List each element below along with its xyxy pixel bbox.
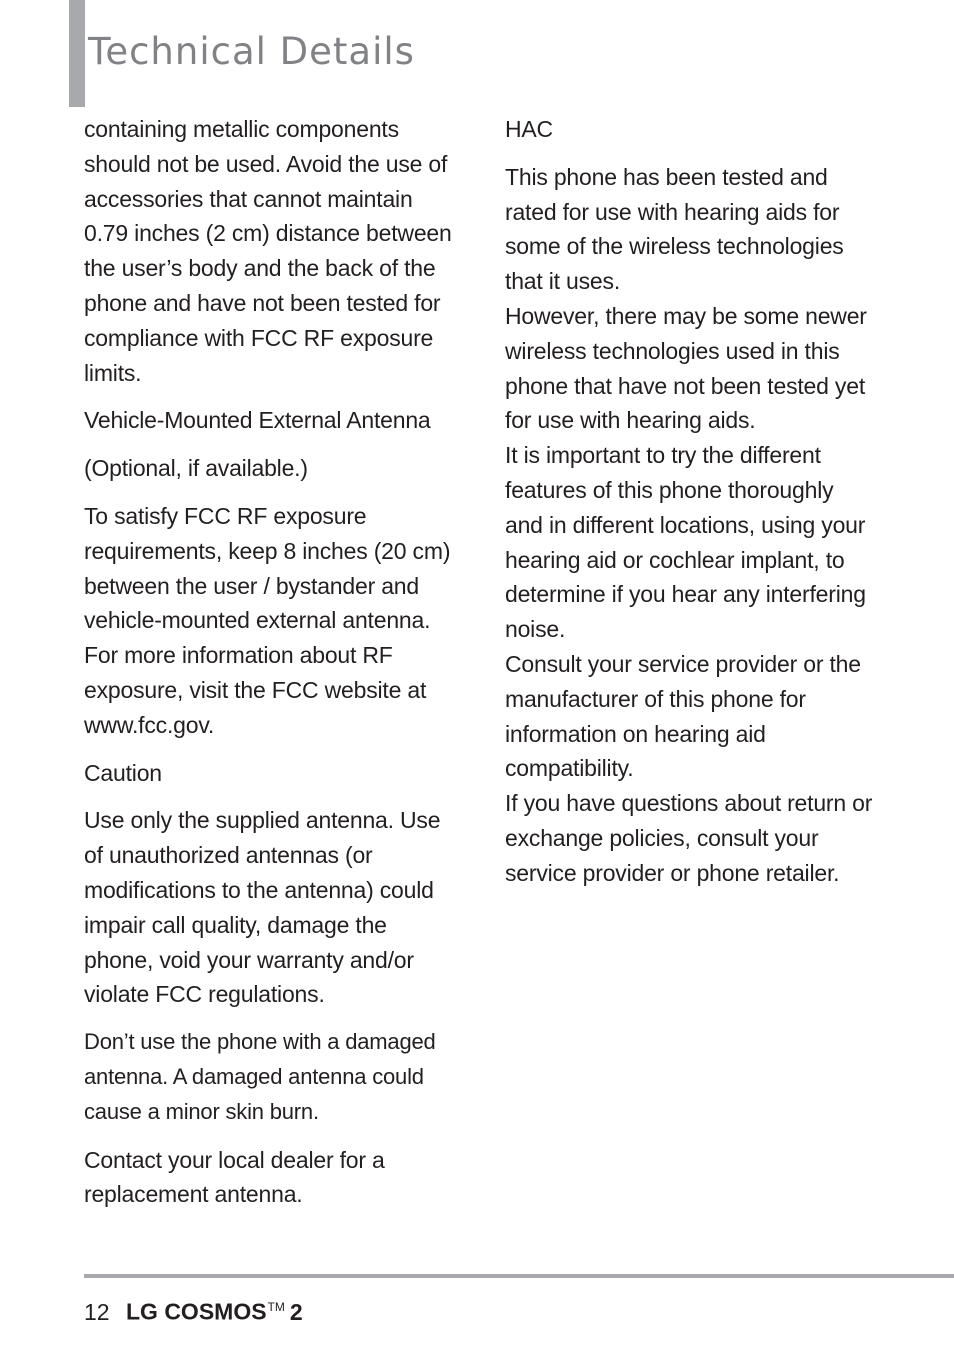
right-column [505,112,875,891]
model-number: 2 [289,1298,303,1325]
header-accent-bar [69,0,85,107]
brand-name: LG COSMOS [125,1298,267,1325]
page-number: 12 [84,1298,110,1325]
trademark-symbol: TM [267,1300,285,1314]
paragraph-contact-dealer: Contact your local dealer for a replacement antenna. [84,1146,385,1208]
paragraph-return-policies: If you have questions about return or exchange policies, consult your service provider or phone retailer. [505,790,873,886]
paragraph-newer-technologies: However, there may be some newer wireless technologies used in this phone that have not been tested yet for use with hearing aids. [505,302,867,434]
paragraph-consult-provider: Consult your service provider or the manufacturer of this phone for information on hearing aid compatibility. [505,650,861,782]
page-title: Technical Details [88,30,415,73]
paragraph-damaged-antenna: Don’t use the phone with a damaged antenna. A damaged antenna could cause a minor skin burn. [84,1029,436,1124]
footer [84,1290,303,1329]
paragraph-metallic-components: containing metallic components should not be used. Avoid the use of accessories that cannot maintain 0.79 inches (2 cm) distance between the user’s body and the back of the phone and have not been tested for compliance with FCC RF exposure limits. [84,116,452,386]
paragraph-hac-tested: This phone has been tested and rated for use with hearing aids for some of the wireless technologies that it uses. [505,163,844,295]
paragraph-try-features: It is important to try the different features of this phone thoroughly and in different locations, using your hearing aid or cochlear implant, to determine if you hear any interfering noise. [505,442,866,643]
heading-hac: HAC [505,116,553,142]
footer-divider [84,1274,954,1278]
paragraph-optional: (Optional, if available.) [84,455,308,482]
paragraph-fcc-rf-exposure: To satisfy FCC RF exposure requirements, keep 8 inches (20 cm) between the user / bystander and vehicle-mounted external antenna. For more information about RF exposure, visit the FCC website at www.fcc.gov. [84,502,451,738]
heading-vehicle-mounted-antenna: Vehicle-Mounted External Antenna [84,407,431,434]
left-column [84,112,456,1225]
heading-caution: Caution [84,759,162,786]
paragraph-supplied-antenna: Use only the supplied antenna. Use of unauthorized antennas (or modifications to the antenna) could impair call quality, damage the phone, void your warranty and/or violate FCC regulations. [84,807,441,1008]
